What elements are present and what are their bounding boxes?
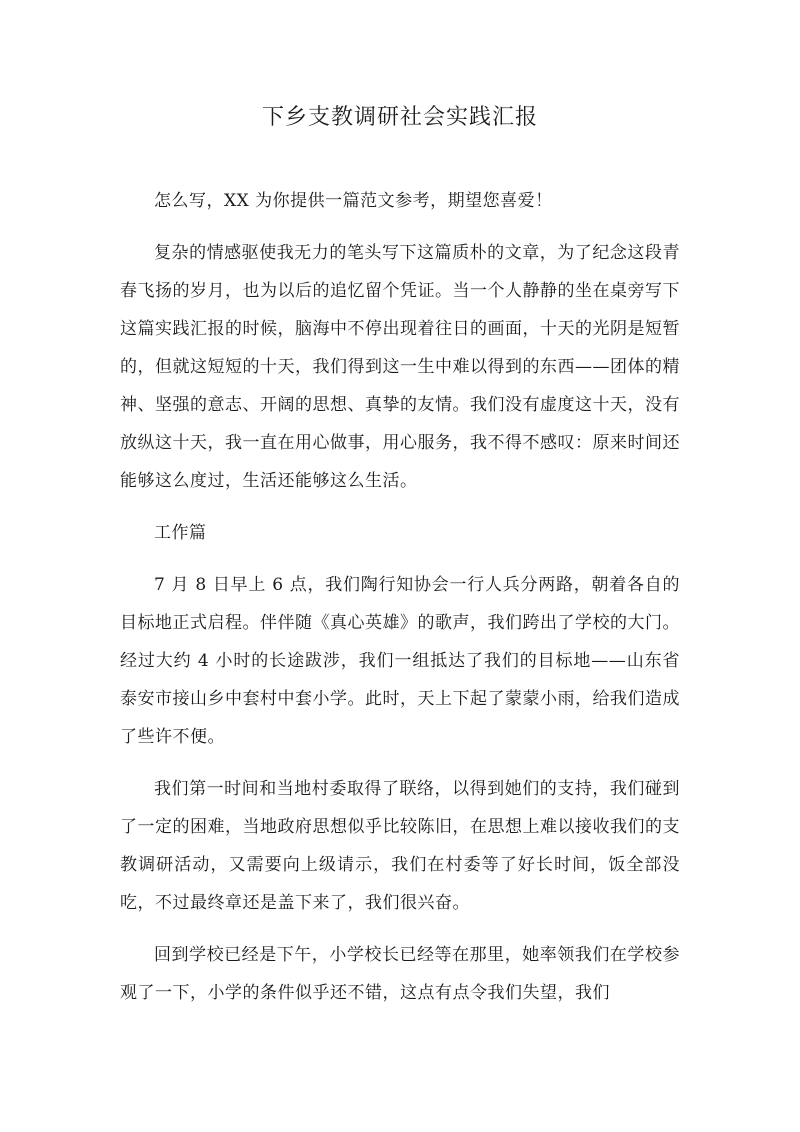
body-paragraph: 回到学校已经是下午，小学校长已经等在那里，她率领我们在学校参观了一下，小学的条件似乎还不错，这点有点令我们失望，我们: [120, 945, 680, 1003]
body-paragraph: 我们第一时间和当地村委取得了联络，以得到她们的支持，我们碰到了一定的困难，当地政府思想似乎比较陈旧，在思想上难以接收我们的支教调研活动，又需要向上级请示，我们在村委等了好长时间，饭全部没吃，不过最终章还是盖下来了，我们很兴奋。: [120, 779, 680, 913]
body-paragraph: 7 月 8 日早上 6 点，我们陶行知协会一行人兵分两路，朝着各自的目标地正式启程。伴伴随《真心英雄》的歌声，我们跨出了学校的大门。经过大约 4 小时的长途跋涉，我们一组抵达了我们的目标地——山东省泰安市接山乡中套村中套小学。此时，天上下起了蒙蒙小雨，给我们造成了些许不便。: [120, 575, 680, 747]
intro-paragraph: 怎么写，XX 为你提供一篇范文参考，期望您喜爱！: [154, 191, 553, 211]
section-heading-work: 工作篇: [154, 523, 207, 543]
document-body: [120, 182, 680, 1026]
body-paragraph: 复杂的情感驱使我无力的笔头写下这篇质朴的文章，为了纪念这段青春飞扬的岁月，也为以后的追忆留个凭证。当一个人静静的坐在桌旁写下这篇实践汇报的时候，脑海中不停出现着往日的画面，十天的光阴是短暂的，但就这短短的十天，我们得到这一生中难以得到的东西——团体的精神、坚强的意志、开阔的思想、真挚的友情。我们没有虚度这十天，没有放纵这十天，我一直在用心做事，用心服务，我不得不感叹：原来时间还能够这么度过，生活还能够这么生活。: [120, 243, 680, 491]
document-title: 下乡支教调研社会实践汇报: [261, 105, 538, 130]
